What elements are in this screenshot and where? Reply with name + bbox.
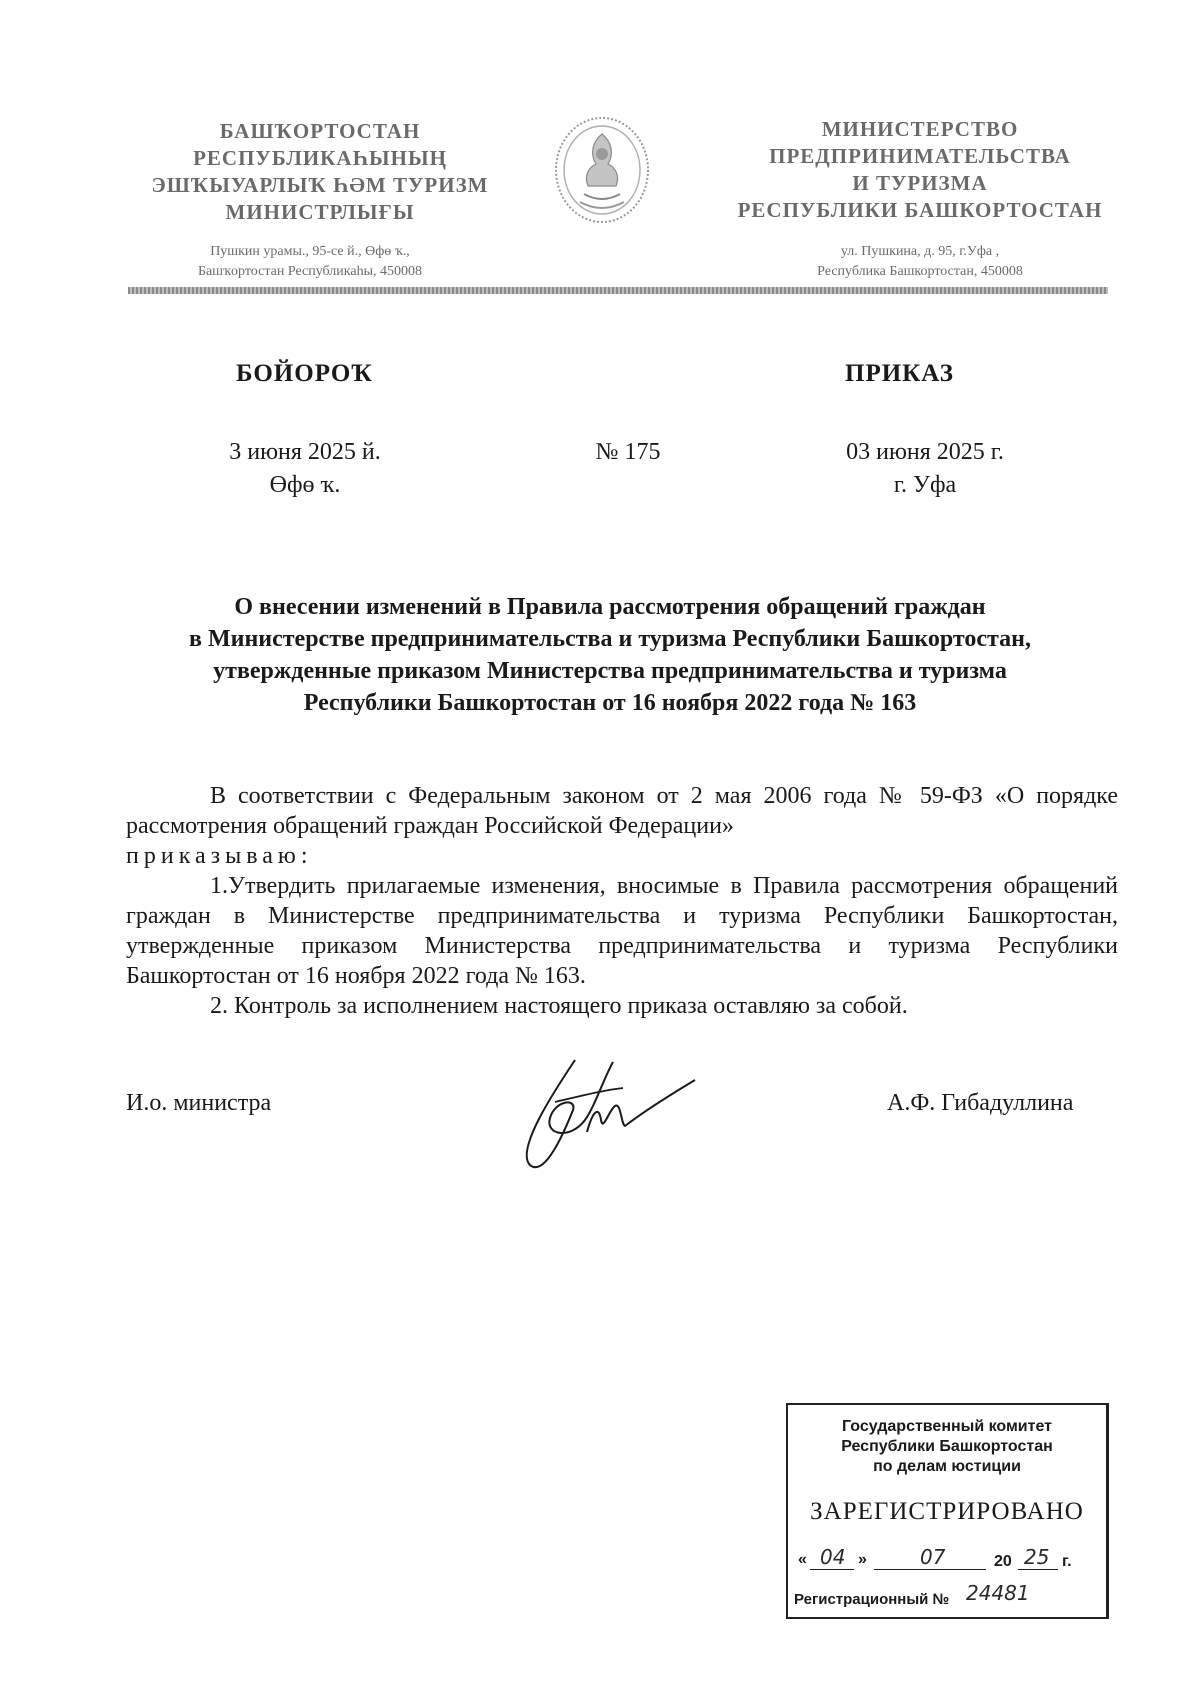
header-right-org-line: И ТУРИЗМА [852, 171, 988, 195]
registration-stamp [786, 1403, 1109, 1619]
stamp-date [798, 1547, 1094, 1577]
doc-subject-line: О внесении изменений в Правила рассмотрения обращений граждан [234, 594, 986, 620]
stamp-year-suffix: 25 [1024, 1545, 1050, 1569]
header-left-org-line: МИНИСТРЛЫҒЫ [225, 200, 415, 224]
header-left-org-line: РЕСПУБЛИКАҺЫНЫҢ [193, 146, 447, 170]
stamp-reg-number-label: Регистрационный № [794, 1591, 950, 1608]
header-right-address-line: ул. Пушкина, д. 95, г.Уфа , [840, 244, 1000, 259]
header-left-org-line: ЭШҠЫУАРЛЫҠ ҺӘМ ТУРИЗМ [151, 173, 489, 197]
doc-subject-line: утвержденные приказом Министерства предпринимательства и туризма [213, 658, 1007, 684]
doc-city-bashkir: Өфө ҡ. [269, 472, 341, 498]
body-intro: В соответствии с Федеральным законом от 2 мая 2006 года № 59-ФЗ «О порядке рассмотрения обращений граждан Российской Федерации» [126, 783, 1118, 839]
header-left-address [160, 242, 460, 282]
stamp-org-line: Государственный комитет [842, 1418, 1052, 1435]
stamp-month: 07 [920, 1545, 946, 1569]
stamp-year-unit: г. [1062, 1553, 1072, 1570]
doc-city-russian: г. Уфа [893, 472, 957, 498]
doc-subject [120, 591, 1100, 719]
stamp-org [788, 1417, 1106, 1477]
doc-number: № 175 [595, 439, 661, 465]
coat-of-arms-emblem [550, 112, 654, 228]
doc-title-bashkir: БОЙОРОҠ [236, 360, 373, 387]
header-right-org-line: ПРЕДПРИНИМАТЕЛЬСТВА [769, 144, 1071, 168]
header-left-address-line: Пушкин урамы., 95-се й., Өфө ҡ., [210, 244, 410, 259]
stamp-year-prefix: 20 [994, 1553, 1012, 1570]
stamp-day: 04 [820, 1545, 846, 1569]
doc-body [126, 781, 1118, 1021]
header-right-org [730, 116, 1110, 224]
header-right-address [780, 242, 1060, 282]
handwritten-signature [495, 1040, 705, 1190]
stamp-date-close-quote: » [858, 1551, 867, 1568]
stamp-registered-label: ЗАРЕГИСТРИРОВАНО [810, 1498, 1084, 1525]
stamp-org-line: по делам юстиции [873, 1458, 1021, 1475]
stamp-reg-number-value: 24481 [966, 1581, 1030, 1605]
doc-meta-left [200, 436, 410, 502]
stamp-date-open-quote: « [798, 1551, 807, 1568]
signer-name: А.Ф. Гибадуллина [887, 1090, 1074, 1116]
doc-date-russian: 03 июня 2025 г. [846, 439, 1004, 465]
body-item-1: 1.Утвердить прилагаемые изменения, вносимые в Правила рассмотрения обращений граждан в Министерстве предпринимательства и туризма Республики Башкортостан, утвержденные приказом Министерства предпринимательства и туризма Республики Башкортостан от 16 ноября 2022 года № 163. [126, 873, 1118, 989]
stamp-reg-number [794, 1583, 1100, 1613]
header-left-org [140, 118, 500, 226]
header-left-org-line: БАШҠОРТОСТАН [219, 119, 421, 143]
body-order-word: приказываю: [126, 843, 313, 869]
doc-subject-line: в Министерстве предпринимательства и туризма Республики Башкортостан, [189, 626, 1031, 652]
doc-title-russian: ПРИКАЗ [845, 360, 954, 387]
doc-meta-right [820, 436, 1030, 502]
header-divider [128, 287, 1108, 294]
header-right-address-line: Республика Башкортостан, 450008 [817, 264, 1023, 279]
header-right-org-line: МИНИСТЕРСТВО [821, 117, 1019, 141]
body-item-2: 2. Контроль за исполнением настоящего приказа оставляю за собой. [210, 993, 908, 1019]
header-left-address-line: Башҡортостан Республикаһы, 450008 [197, 264, 422, 279]
signer-position: И.о. министра [126, 1090, 272, 1116]
header-right-org-line: РЕСПУБЛИКИ БАШКОРТОСТАН [737, 198, 1103, 222]
doc-subject-line: Республики Башкортостан от 16 ноября 2022 года № 163 [303, 690, 917, 716]
doc-date-bashkir: 3 июня 2025 й. [229, 439, 381, 465]
stamp-org-line: Республики Башкортостан [841, 1438, 1053, 1455]
